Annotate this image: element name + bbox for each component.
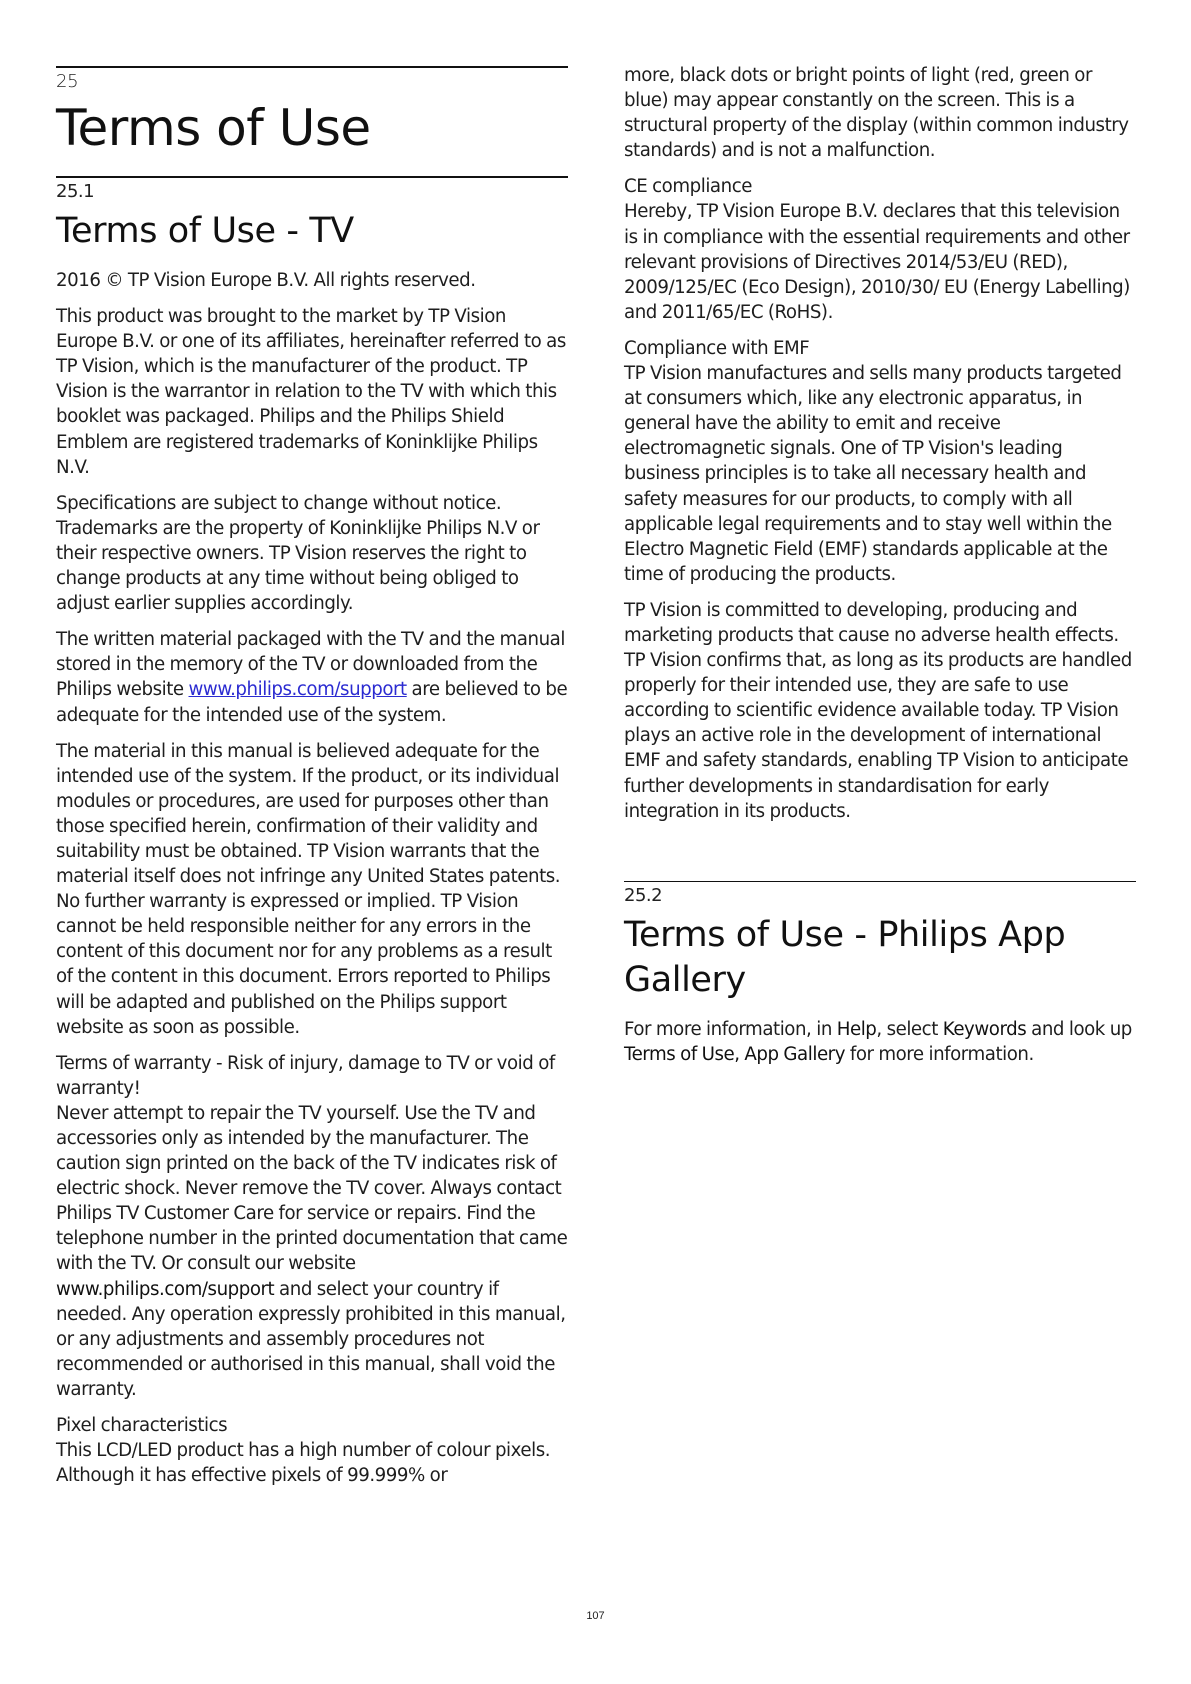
pixel-paragraph-start — [56, 1413, 568, 1488]
written-material-text-before: The written material packaged with the TV and the manual stored in the memory of the TV or downloaded from the Philips website — [56, 629, 565, 701]
written-material-text-after: are believed to be adequate for the intended use of the system. — [56, 679, 568, 726]
emf-text: TP Vision manufactures and sells many products targeted at consumers which, like any electronic apparatus, in general have the ability to emit and receive electromagnetic signals. One of TP Vision's leading business principles is to take all necessary health and safety measures for our products, to comply with all applicable legal requirements and to stay well within the Electro Magnetic Field (EMF) standards applicable at the time of producing the products. — [624, 363, 1122, 585]
app-gallery-text-3: and look up — [1026, 1018, 1132, 1040]
ce-compliance-paragraph — [624, 174, 1136, 325]
pixel-paragraph-continued: more, black dots or bright points of light (red, green or blue) may appear constantly on the screen. This is a structural property of the display (within common industry standards) and is not a malfunction. — [624, 65, 1129, 162]
chapter-rule — [56, 66, 568, 68]
section-25-2-title: Terms of Use - Philips App Gallery — [624, 914, 1066, 1000]
specifications-paragraph: Specifications are subject to change without notice. Trademarks are the property of Koninklijke Philips N.V or their respective owners. TP Vision reserves the right to change products at any time without being obliged to adjust earlier supplies accordingly. — [56, 492, 540, 615]
written-material-paragraph — [56, 627, 568, 727]
pixel-text-start: This LCD/LED product has a high number of colour pixels. Although it has effective pixels of 99.999% or — [56, 1440, 551, 1487]
ce-text: Hereby, TP Vision Europe B.V. declares that this television is in compliance with the essential requirements and other relevant provisions of Directives 2014/53/EU (RED), 2009/125/EC (Eco Design), 2010/30/ EU (Energy Labelling) and 2011/65/EC (RoHS). — [624, 201, 1130, 323]
section-25-2-rule — [624, 881, 1136, 882]
ce-heading: CE compliance — [624, 176, 752, 198]
emf-paragraph — [624, 336, 1136, 587]
material-paragraph: The material in this manual is believed adequate for the intended use of the system. If the product, or its individual modules or procedures, are used for purposes other than those specified herein, confirmation of their validity and suitability must be obtained. TP Vision warrants that the material itself does not infringe any United States patents. No further warranty is expressed or implied. TP Vision cannot be held responsible neither for any errors in the content of this document nor for any problems as a result of the content in this document. Errors reported to Philips will be adapted and published on the Philips support website as soon as possible. — [56, 740, 561, 1038]
warranty-text-before: Never attempt to repair the TV yourself. Use the TV and accessories only as intended by the manufacturer. The caution sign printed on the back of the TV indicates risk of electric shock. Never remove the TV cover. Always contact Philips TV Customer Care for service or repairs. Find the telephone number in the printed documentation that came with the TV. Or consult our website — [56, 1102, 568, 1275]
philips-support-link[interactable]: www.philips.com/support — [188, 679, 407, 701]
section-25-1-title: Terms of Use - TV — [56, 211, 354, 251]
warranty-heading: Terms of warranty - Risk of injury, damage to TV or void of warranty! — [56, 1052, 555, 1099]
section-25-1-number: 25.1 — [56, 181, 95, 202]
pixel-heading: Pixel characteristics — [56, 1415, 228, 1437]
left-column — [56, 66, 568, 1499]
warranty-website-term: www.philips.com/support — [56, 1278, 275, 1300]
emf-heading: Compliance with EMF — [624, 337, 810, 359]
help-term: Help — [836, 1018, 877, 1040]
app-gallery-paragraph — [624, 1017, 1136, 1067]
warranty-paragraph — [56, 1051, 568, 1402]
keywords-term: Keywords — [942, 1018, 1027, 1040]
app-gallery-text-1: For more information, in — [624, 1018, 837, 1040]
chapter-title: Terms of Use — [56, 99, 371, 157]
chapter-number: 25 — [56, 71, 79, 92]
page-number: 107 — [586, 1610, 605, 1622]
copyright-text: 2016 © TP Vision Europe B.V. All rights reserved. — [56, 270, 476, 291]
right-column — [624, 63, 1136, 1078]
app-gallery-text-2: , select — [876, 1018, 943, 1040]
app-gallery-text-4: for more information. — [845, 1043, 1034, 1065]
warranty-text-after: and select your country if needed. Any operation expressly prohibited in this manual, or any adjustments and assembly procedures not recommended or authorised in this manual, shall void the warranty. — [56, 1278, 566, 1400]
lookup-term: Terms of Use, App Gallery — [624, 1043, 846, 1065]
committed-paragraph: TP Vision is committed to developing, producing and marketing products that cause no adverse health effects. TP Vision confirms that, as long as its products are handled properly for their intended use, they are safe to use according to scientific evidence available today. TP Vision plays an active role in the development of international EMF and safety standards, enabling TP Vision to anticipate further developments in standardisation for early integration in its products. — [624, 599, 1132, 822]
section-spacer — [624, 835, 1136, 881]
section-25-2-number: 25.2 — [624, 884, 663, 906]
section-25-1-rule — [56, 176, 568, 178]
product-paragraph: This product was brought to the market by TP Vision Europe B.V. or one of its affiliates, hereinafter referred to as TP Vision, which is the manufacturer of the product. TP Vision is the warrantor in relation to the TV with which this booklet was packaged. Philips and the Philips Shield Emblem are registered trademarks of Koninklijke Philips N.V. — [56, 306, 566, 478]
